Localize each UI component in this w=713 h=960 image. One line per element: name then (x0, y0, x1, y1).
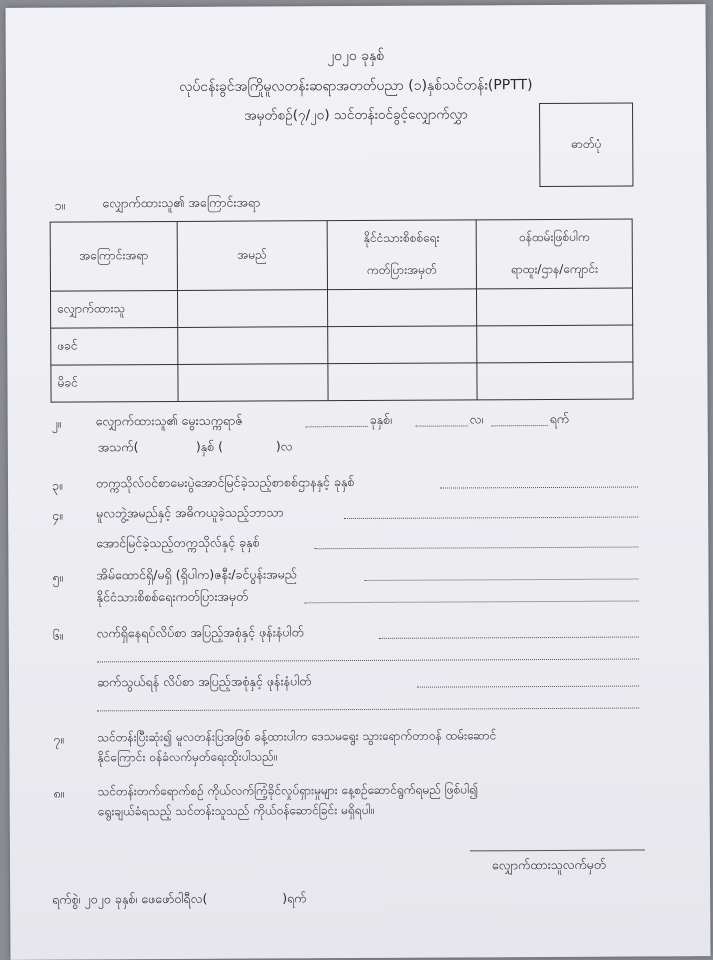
spouse-nrc-field[interactable] (305, 601, 639, 604)
item2-day-label: ရက် (549, 410, 570, 426)
table-header-cell: အကြောင်းအရာ (50, 221, 177, 291)
birth-month-field[interactable] (416, 425, 468, 426)
application-form-page (6, 4, 711, 960)
table-cell[interactable] (327, 289, 477, 327)
section1-title: လျှောက်ထားသူ၏ အကြောင်းအရာ (102, 194, 261, 211)
table-header-row (50, 219, 632, 291)
item8-line2: ရွေးချယ်ခံရသည့် သင်တန်းသူသည် ကိုယ်ဝန်ဆောင်ခြင်း မရှိရပါ။ (97, 802, 375, 819)
item6-address-label: လက်ရှိနေရပ်လိပ်စာ အပြည့်အစုံနှင့် ဖုန်းနံပါတ် (96, 624, 304, 641)
item2-months-label: )လ (275, 438, 293, 454)
item8-line1: သင်တန်းတက်ရောက်စဉ် ကိုယ်လက်ကြံ့ခိုင်လှုပ်ရှားမှုများ နေ့စဉ်ဆောင်ရွက်ရမည် ဖြစ်ပါ၍ (97, 782, 479, 799)
item7-line1: သင်တန်းပြီးဆုံး၍ မူလတန်းပြအဖြစ် ခန့်ထားပါက ဒေသမရွေး သွားရောက်တာဝန် ထမ်းဆောင် (97, 728, 497, 745)
matriculation-field[interactable] (440, 487, 638, 489)
row-label-mother: မိခင် (51, 364, 178, 402)
item4-degree-label: မူလဘွဲ့အမည်နှင့် အဓိကယူခဲ့သည့်ဘာသာ (96, 504, 284, 521)
item7-number: ၇။ (53, 731, 65, 747)
signature-label: လျှောက်ထားသူလက်မှတ် (491, 856, 607, 873)
date-day-label: )ရက် (282, 890, 307, 906)
current-address-field[interactable] (379, 637, 639, 639)
contact-address-field[interactable] (417, 686, 639, 688)
item3-number: ၃။ (51, 477, 63, 493)
birth-year-field[interactable] (306, 426, 368, 427)
current-address-field-line2[interactable] (97, 659, 639, 663)
item2-years-label: )နှစ် ( (195, 438, 224, 454)
item2-year-label: ခုနှစ်၊ (369, 411, 393, 427)
table-header-cell: အမည် (177, 221, 327, 291)
table-cell[interactable] (477, 325, 633, 363)
table-row (51, 325, 633, 365)
table-cell[interactable] (178, 364, 328, 402)
degree-field[interactable] (344, 517, 638, 520)
date-label: ရက်စွဲ၊ ၂၀၂၀ ခုနှစ်၊ ဖေဖော်ဝါရီလ( (52, 890, 208, 907)
item7-line2: နိုင်ကြောင်း ဝန်ခံလက်မှတ်ရေးထိုးပါသည်။ (97, 749, 278, 765)
table-cell[interactable] (477, 362, 633, 400)
table-cell[interactable] (178, 327, 328, 365)
item3-label: တက္ကသိုလ်ဝင်စာမေးပွဲအောင်မြင်ခဲ့သည့်စာစစ်ဌာနနှင့် ခုနှစ် (95, 474, 355, 491)
item6-contact-label: ဆက်သွယ်ရန် လိပ်စာ အပြည့်အစုံနှင့် ဖုန်းနံပါတ် (97, 673, 312, 690)
row-label-applicant: လျှောက်ထားသူ (50, 290, 177, 328)
item2-age-label: အသက်( (97, 439, 139, 455)
table-cell[interactable] (177, 290, 327, 328)
item5-spouse-label: အိမ်ထောင်ရှိ/မရှိ (ရှိပါက)ဇနီး/ခင်ပွန်းအမည် (96, 566, 297, 583)
table-header-cell: နိုင်ငံသားစိစစ်ရေး ကတ်ပြားအမှတ် (327, 220, 477, 290)
table-header-cell: ဝန်ထမ်းဖြစ်ပါက ရာထူး/ဌာန/ကျောင်း (476, 219, 632, 289)
university-field[interactable] (314, 547, 638, 550)
row-label-father: ဖခင် (51, 327, 178, 365)
item4-university-label: အောင်မြင်ခဲ့သည့်တက္ကသိုလ်နှင့် ခုနှစ် (96, 534, 260, 551)
photo-box (539, 103, 633, 187)
table-row (51, 362, 633, 402)
table-row (50, 288, 632, 328)
item5-nrc-label: နိုင်ငံသားစိစစ်ရေးကတ်ပြားအမှတ် (96, 588, 249, 605)
section1-number: ၁။ (54, 197, 66, 213)
item2-birthdate-label: လျှောက်ထားသူ၏ မွေးသက္ကရာဇ် (95, 412, 243, 429)
item6-number: ၆။ (52, 627, 64, 643)
form-subtitle: အမှတ်စဉ်(၇/၂၀) သင်တန်းဝင်ခွင့်လျှောက်လွှာ (244, 106, 468, 124)
photo-label: ဓာတ်ပုံ (571, 136, 602, 151)
contact-address-field-line2[interactable] (97, 708, 639, 712)
table-cell[interactable] (477, 288, 633, 326)
signature-line[interactable] (470, 850, 645, 852)
item2-number: ၂။ (51, 415, 62, 431)
form-year: ၂၀၂၀ ခုနှစ် (327, 47, 385, 65)
table-cell[interactable] (327, 326, 477, 364)
birth-day-field[interactable] (492, 425, 548, 426)
item8-number: ၈။ (53, 785, 65, 801)
item4-number: ၄။ (52, 507, 64, 523)
table-cell[interactable] (327, 363, 477, 401)
item5-number: ၅။ (52, 569, 64, 585)
form-title: လုပ်ငန်းခွင်အကြိုမူလတန်းဆရာအတတ်ပညာ (၁)နှစ်သင်တန်း(PPTT) (179, 77, 533, 95)
spouse-name-field[interactable] (365, 579, 639, 581)
item2-month-label: လ၊ (469, 411, 484, 427)
applicant-info-table (50, 219, 634, 403)
